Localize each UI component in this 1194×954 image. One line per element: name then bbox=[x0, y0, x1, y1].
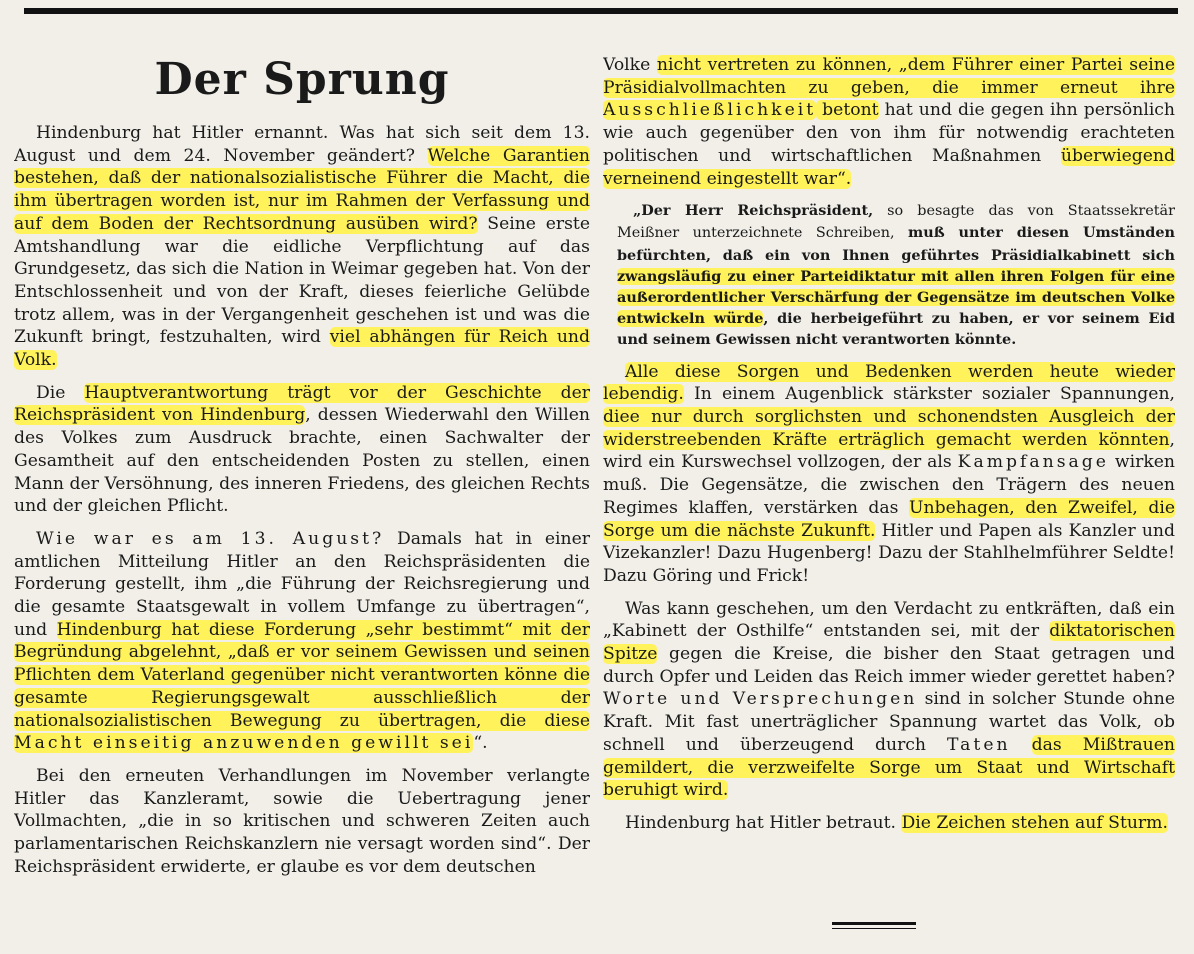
paragraph-8 bbox=[603, 812, 1175, 835]
text-run bbox=[1011, 735, 1032, 755]
highlight-spaced: Macht einseitig anzuwenden gewillt sei bbox=[14, 733, 474, 754]
text-run: Damals hat in einer amtlichen Mitteilung Hitler an den Reichspräsidenten die Forderung gestellt, ihm „die Führung der Reichsregierung und die gesamte Staatsgewalt in vollem Umfange zu übertragen“, und bbox=[14, 528, 590, 640]
highlight: überwiegend verneinend eingestellt war“. bbox=[603, 145, 1175, 189]
text-run: Hindenburg hat Hitler betraut. bbox=[625, 813, 902, 833]
highlight: das Mißtrauen gemildert, die verzweifelte Sorge um Staat und Wirtschaft beruhigt wird. bbox=[603, 734, 1175, 801]
text-run: , dessen Wiederwahl den Willen des Volkes zum Ausdruck brachte, einen Sachwalter der Gesamtheit auf den entscheidenden Posten zu stellen, einen Mann der Versöhnung, des inneren Friedens, des gleichen Rechts und der gleichen Pflicht. bbox=[14, 405, 590, 517]
text-run: , wird ein Kurswechsel vollzogen, der als bbox=[603, 429, 1175, 473]
text-run: Was kann geschehen, um den Verdacht zu entkräften, daß ein „Kabinett der Osthilfe“ entstanden sei, mit der bbox=[603, 598, 1175, 642]
right-column bbox=[603, 54, 1175, 954]
text-run: , die herbeigeführt zu haben, er vor seinem Eid und seinem Gewissen nicht verantworten könnte. bbox=[617, 310, 1175, 349]
text-run: gegen die Kreise, die bisher den Staat getragen und durch Opfer und Leiden das Reich immer wieder gerettet haben? bbox=[603, 644, 1175, 687]
highlight: zwangsläufig zu einer Parteidiktatur mit allen ihren Folgen für eine außerordentlicher Verschärfung der Gegensätze im deutschen Volke entwickeln würde bbox=[617, 267, 1175, 328]
spaced-text: Taten bbox=[947, 734, 1011, 755]
text-run: Hindenburg hat Hitler ernannt. Was hat sich seit dem 13. August und dem 24. November geändert? bbox=[14, 123, 590, 166]
text-run: Hitler und Papen als Kanzler und Vizekanzler! Dazu Hugenberg! Dazu der Stahlhelmführer Seldte! Dazu Göring und Frick! bbox=[603, 520, 1175, 586]
top-rule bbox=[24, 8, 1178, 14]
spaced-text: Kampfansage bbox=[957, 452, 1109, 473]
spaced-text: Wie war es am 13. August? bbox=[36, 528, 385, 549]
paragraph-1 bbox=[14, 122, 590, 372]
article-title: Der Sprung bbox=[154, 54, 450, 105]
highlight: nicht vertreten zu können, „dem Führer einer Partei seine Präsidialvollmachten zu geben, die immer erneut ihre bbox=[603, 55, 1175, 98]
text-run: „Der Herr Reichspräsident, bbox=[633, 202, 874, 220]
text-run: “. bbox=[473, 733, 488, 754]
quote-paragraph bbox=[617, 200, 1175, 350]
highlight: Hauptverantwortung trägt vor der Geschichte der Reichspräsident von Hindenburg bbox=[14, 382, 590, 426]
highlight: diee nur durch sorglichsten und schonendsten Ausgleich der widerstreebenden Kräfte erträglich gemacht werden könnten bbox=[603, 407, 1175, 450]
text-run: hat und die gegen ihn persönlich wie auch gegenüber den von ihm für notwendig erachteten politischen und wirtschaftlichen Maßnahmen bbox=[603, 100, 1175, 166]
paragraph-2 bbox=[14, 382, 590, 518]
highlight: Welche Garantien bestehen, daß der nationalsozialistische Führer die Macht, die ihm übertragen worden ist, nur im Rahmen der Verfassung und auf dem Boden der Rechtsordnung ausüben wird? bbox=[14, 145, 590, 234]
paragraph-4 bbox=[14, 765, 590, 879]
text-run: Die bbox=[36, 382, 85, 403]
paragraph-7 bbox=[603, 598, 1175, 802]
highlight: viel abhängen für Reich und Volk. bbox=[14, 327, 590, 371]
highlight: betont bbox=[816, 100, 879, 121]
text-run: sind in solcher Stunde ohne Kraft. Mit fast unerträglicher Spannung wartet das Volk, ob schnell und überzeugend durch bbox=[603, 689, 1175, 755]
text-run: so besagte das von Staatssekretär Meißner unterzeichnete Schreiben, bbox=[617, 203, 1175, 242]
highlight: diktatorischen Spitze bbox=[603, 621, 1175, 665]
highlight-spaced: Ausschließlichkeit bbox=[603, 100, 817, 121]
paragraph-6 bbox=[603, 361, 1175, 588]
text-run: Bei den erneuten Verhandlungen im November verlangte Hitler das Kanzleramt, sowie die Uebertragung jener Vollmachten, „die in so kritischen und schweren Zeiten auch parlamentarischen Reichskanzlern nie versagt worden sind“. Der Reichspräsident erwiderte, er glaube es vor dem deutschen bbox=[14, 765, 590, 877]
highlight: Alle diese Sorgen und Bedenken werden heute wieder lebendig. bbox=[603, 361, 1175, 405]
highlight: Hindenburg hat diese Forderung „sehr bestimmt“ mit der Begründung abgelehnt, „daß er vor seinem Gewissen und seinen Pflichten dem Vaterland gegenüber nicht verantworten könne die gesamte Regierungsgewalt ausschließlich der nationalsozialistischen Bewegung zu übertragen, die diese bbox=[14, 619, 590, 731]
highlight: Die Zeichen stehen auf Sturm. bbox=[901, 813, 1168, 833]
text-run: In einem Augenblick stärkster sozialer Spannungen, bbox=[683, 384, 1175, 405]
left-column bbox=[14, 44, 590, 954]
highlight: Unbehagen, den Zweifel, die Sorge um die nächste Zukunft. bbox=[603, 497, 1175, 541]
paragraph-5 bbox=[603, 54, 1175, 190]
text-run: Seine erste Amtshandlung war die eidliche Verpflichtung auf das Grundgesetz, das sich die Nation in Weimar gegeben hat. Von der Entschlossenheit und von der Kraft, dieses feierliche Gelübde trotz allem, was in der Vergangenheit geschehen ist und was die Zukunft bringt, festzuhalten, wird bbox=[14, 213, 590, 348]
text-run: wirken muß. Die Gegensätze, die zwischen den Trägern des neuen Regimes klaffen, verstärken das bbox=[603, 452, 1175, 518]
paragraph-3 bbox=[14, 528, 590, 755]
text-run: Volke bbox=[603, 55, 657, 75]
spaced-text: Worte und Versprechungen bbox=[603, 689, 918, 710]
end-rule bbox=[832, 922, 916, 929]
text-run: muß unter diesen Umständen befürchten, daß ein von Ihnen geführtes Präsidialkabinett sich bbox=[617, 224, 1175, 264]
